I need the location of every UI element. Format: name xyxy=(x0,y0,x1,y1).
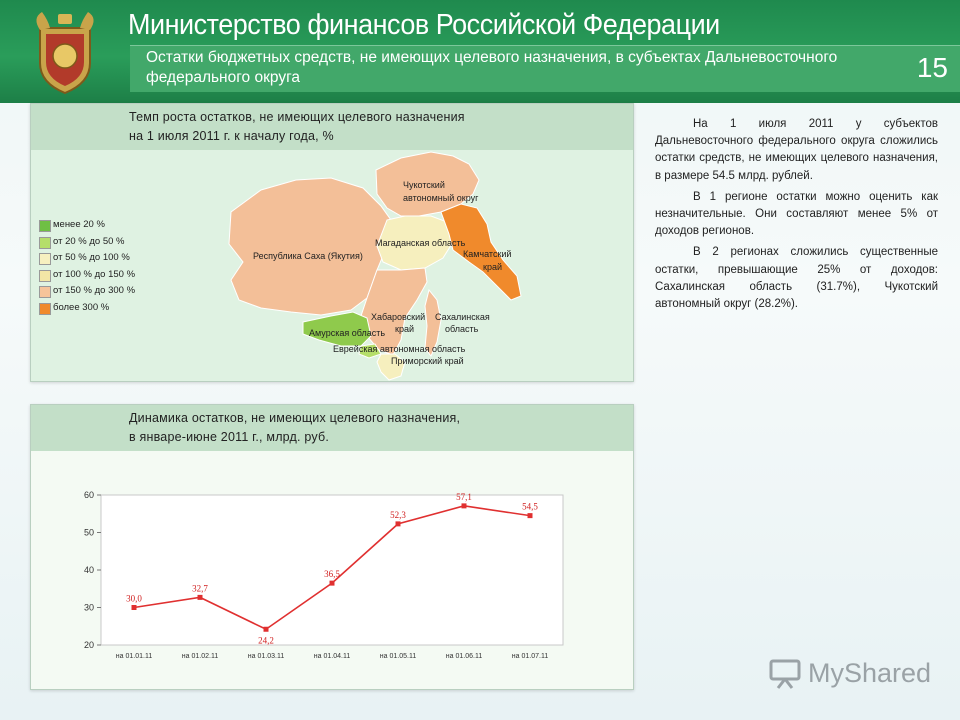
data-label: 36,5 xyxy=(324,569,340,580)
legend-swatch xyxy=(39,286,51,298)
data-label: 57,1 xyxy=(456,491,472,502)
legend-label: менее 20 % xyxy=(53,219,105,230)
slide-number: 15 xyxy=(916,52,948,83)
watermark xyxy=(768,656,932,695)
label-primorsky: Приморский край xyxy=(391,356,464,366)
legend-swatch xyxy=(39,270,51,282)
x-tick-label: на 01.03.11 xyxy=(247,653,285,660)
slide-title-bar xyxy=(130,45,960,92)
data-point xyxy=(330,581,335,586)
legend-swatch xyxy=(39,220,51,232)
data-point xyxy=(396,521,401,526)
map-panel-header xyxy=(31,104,633,150)
map-title-line1: Темп роста остатков, не имеющих целевого назначения xyxy=(129,110,465,124)
summary-paragraph-2: В 1 регионе остатки можно оценить как незначительные. Они составляют менее 5% от доходов регионов. xyxy=(655,190,938,238)
chart-title-line2: в январе-июне 2011 г., млрд. руб. xyxy=(129,430,330,444)
y-tick-label: 20 xyxy=(83,640,94,650)
far-east-map xyxy=(191,150,541,381)
header-bar xyxy=(0,0,960,103)
y-tick-label: 40 xyxy=(83,565,94,575)
legend-swatch xyxy=(39,253,51,265)
summary-text xyxy=(655,116,938,317)
watermark-text: MyShared xyxy=(808,658,932,688)
legend-label: от 100 % до 150 % xyxy=(53,268,136,280)
chart-area xyxy=(31,451,633,689)
map-panel xyxy=(30,103,634,382)
legend-label: от 20 % до 50 % xyxy=(53,235,125,247)
data-label: 32,7 xyxy=(192,583,208,594)
label-amur: Амурская область xyxy=(309,328,386,338)
data-point xyxy=(132,605,137,610)
data-label: 54,5 xyxy=(522,501,538,512)
label-yakutia: Республика Саха (Якутия) xyxy=(253,251,363,261)
summary-paragraph-1: На 1 июля 2011 у субъектов Дальневосточного федерального округа сложились остатки средств, не имеющих целевого назначения, в размере 54.5 млрд. рублей. xyxy=(655,118,938,182)
ministry-title: Министерство финансов Российской Федерации xyxy=(128,9,720,41)
legend-swatch xyxy=(39,303,51,315)
chart-panel xyxy=(30,404,634,690)
y-tick-label: 50 xyxy=(83,527,94,538)
data-point xyxy=(264,627,269,632)
label-kamchatka-1: Камчатский xyxy=(463,249,512,259)
region-yakutia xyxy=(229,178,391,315)
y-tick-label: 60 xyxy=(83,490,94,500)
x-tick-label: на 01.01.11 xyxy=(115,653,153,660)
label-magadan: Магаданская область xyxy=(375,238,466,248)
label-sakhalin-1: Сахалинская xyxy=(435,312,490,322)
legend-swatch xyxy=(39,237,51,249)
map-panel-title xyxy=(129,108,465,146)
summary-paragraph-3: В 2 регионах сложились существенные остатки, превышающие 25% от доходов: Сахалинская область (31.7%), Чукотский автономный округ (28.2%). xyxy=(655,246,938,311)
x-tick-label: на 01.02.11 xyxy=(181,653,219,660)
ministry-emblem-icon xyxy=(30,8,100,96)
x-tick-label: на 01.04.11 xyxy=(313,653,351,660)
label-jewish: Еврейская автономная область xyxy=(333,344,466,354)
chart-panel-title xyxy=(129,409,460,447)
map-title-line2: на 1 июля 2011 г. к началу года, % xyxy=(129,129,334,143)
legend-label: от 50 % до 100 % xyxy=(53,252,130,263)
data-label: 24,2 xyxy=(258,635,274,646)
presentation-icon xyxy=(768,656,802,690)
data-point xyxy=(462,503,467,508)
y-tick-label: 30 xyxy=(83,602,94,613)
legend-label: от 150 % до 300 % xyxy=(53,285,136,296)
data-label: 30,0 xyxy=(126,593,142,604)
x-tick-label: на 01.06.11 xyxy=(445,653,483,660)
label-khabarovsk-2: край xyxy=(395,324,414,334)
line-chart xyxy=(31,451,633,689)
label-chukotka-1: Чукотский xyxy=(403,180,445,190)
data-point xyxy=(198,595,203,600)
x-tick-label: на 01.07.11 xyxy=(511,653,549,660)
chart-title-line1: Динамика остатков, не имеющих целевого назначения, xyxy=(129,411,461,425)
x-tick-label: на 01.05.11 xyxy=(379,653,417,660)
chart-panel-header xyxy=(31,405,633,451)
label-khabarovsk-1: Хабаровский xyxy=(371,312,426,322)
label-kamchatka-2: край xyxy=(483,262,502,272)
legend-label: более 300 % xyxy=(53,301,110,313)
label-chukotka-2: автономный округ xyxy=(403,193,479,203)
data-point xyxy=(528,513,533,518)
data-label: 52,3 xyxy=(390,509,406,520)
label-sakhalin-2: область xyxy=(445,324,479,334)
slide-title: Остатки бюджетных средств, не имеющих целевого назначения, в субъектах Дальневосточного федерального округа xyxy=(146,49,838,86)
